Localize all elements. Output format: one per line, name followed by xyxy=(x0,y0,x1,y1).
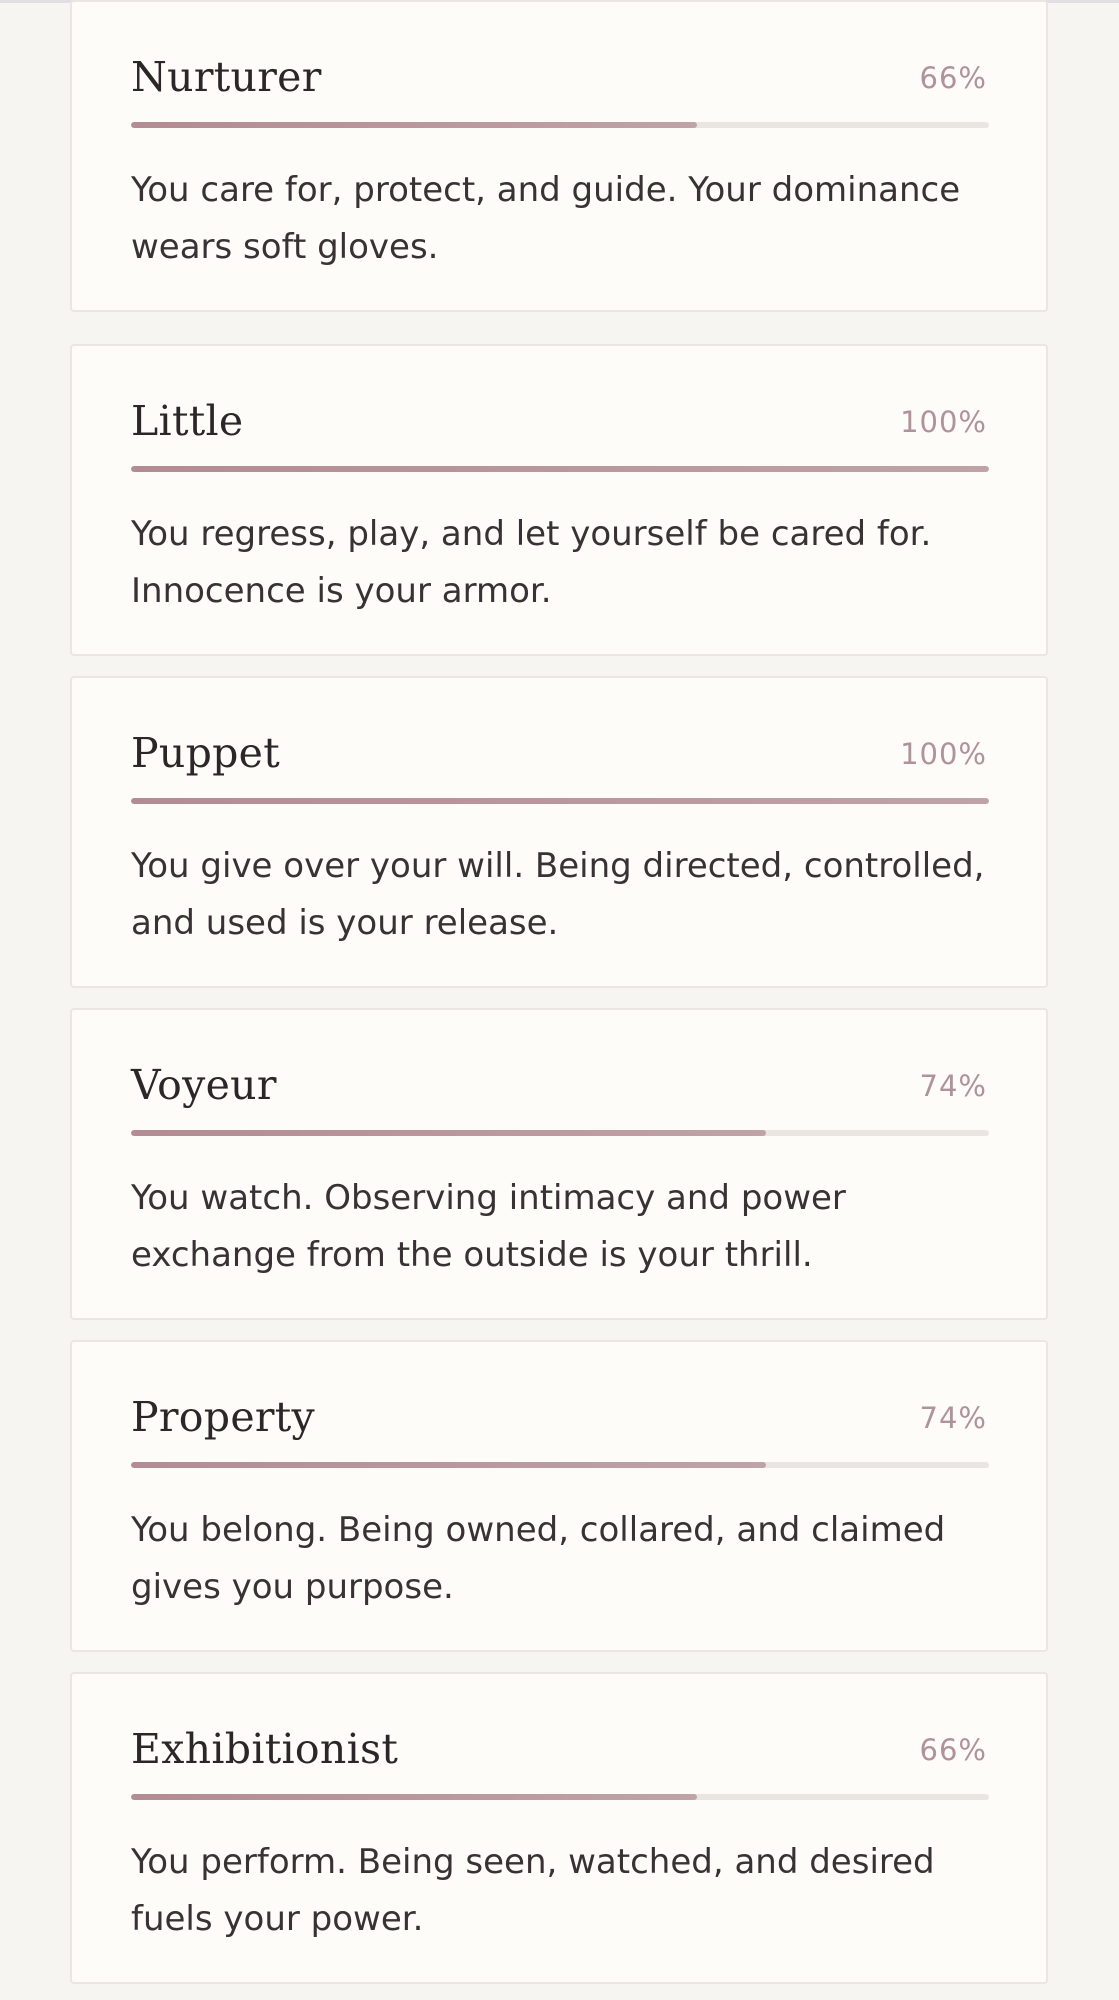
result-name: Exhibitionist xyxy=(131,1725,399,1773)
score-bar-track xyxy=(131,1130,989,1136)
score-bar-track xyxy=(131,798,989,804)
result-name: Little xyxy=(131,397,244,445)
result-name: Property xyxy=(131,1393,316,1441)
score-bar-track xyxy=(131,466,989,472)
score-bar-fill xyxy=(131,798,989,804)
result-description: You give over your will. Being directed, controlled, and used is your release. xyxy=(131,846,985,943)
result-description: You belong. Being owned, collared, and claimed gives you purpose. xyxy=(131,1510,946,1607)
result-card-little xyxy=(70,344,1048,656)
score-bar-fill xyxy=(131,1130,766,1136)
result-card-property xyxy=(70,1340,1048,1652)
result-description: You watch. Observing intimacy and power exchange from the outside is your thrill. xyxy=(131,1178,846,1275)
result-percent: 100% xyxy=(900,737,987,771)
result-description: You care for, protect, and guide. Your dominance wears soft gloves. xyxy=(131,170,961,267)
result-percent: 66% xyxy=(919,61,987,95)
score-bar-fill xyxy=(131,1462,766,1468)
result-name: Nurturer xyxy=(131,53,322,101)
result-description: You regress, play, and let yourself be cared for. Innocence is your armor. xyxy=(131,514,932,611)
result-name: Puppet xyxy=(131,729,281,777)
score-bar-fill xyxy=(131,122,697,128)
result-percent: 100% xyxy=(900,405,987,439)
result-percent: 74% xyxy=(919,1401,987,1435)
score-bar-fill xyxy=(131,466,989,472)
result-name: Voyeur xyxy=(131,1061,277,1109)
score-bar-track xyxy=(131,1462,989,1468)
result-percent: 66% xyxy=(919,1733,987,1767)
result-card-nurturer xyxy=(70,0,1048,312)
score-bar-track xyxy=(131,122,989,128)
result-card-voyeur xyxy=(70,1008,1048,1320)
score-bar-track xyxy=(131,1794,989,1800)
result-card-exhibitionist xyxy=(70,1672,1048,1984)
score-bar-fill xyxy=(131,1794,697,1800)
result-percent: 74% xyxy=(919,1069,987,1103)
result-card-puppet xyxy=(70,676,1048,988)
result-description: You perform. Being seen, watched, and desired fuels your power. xyxy=(131,1842,935,1939)
